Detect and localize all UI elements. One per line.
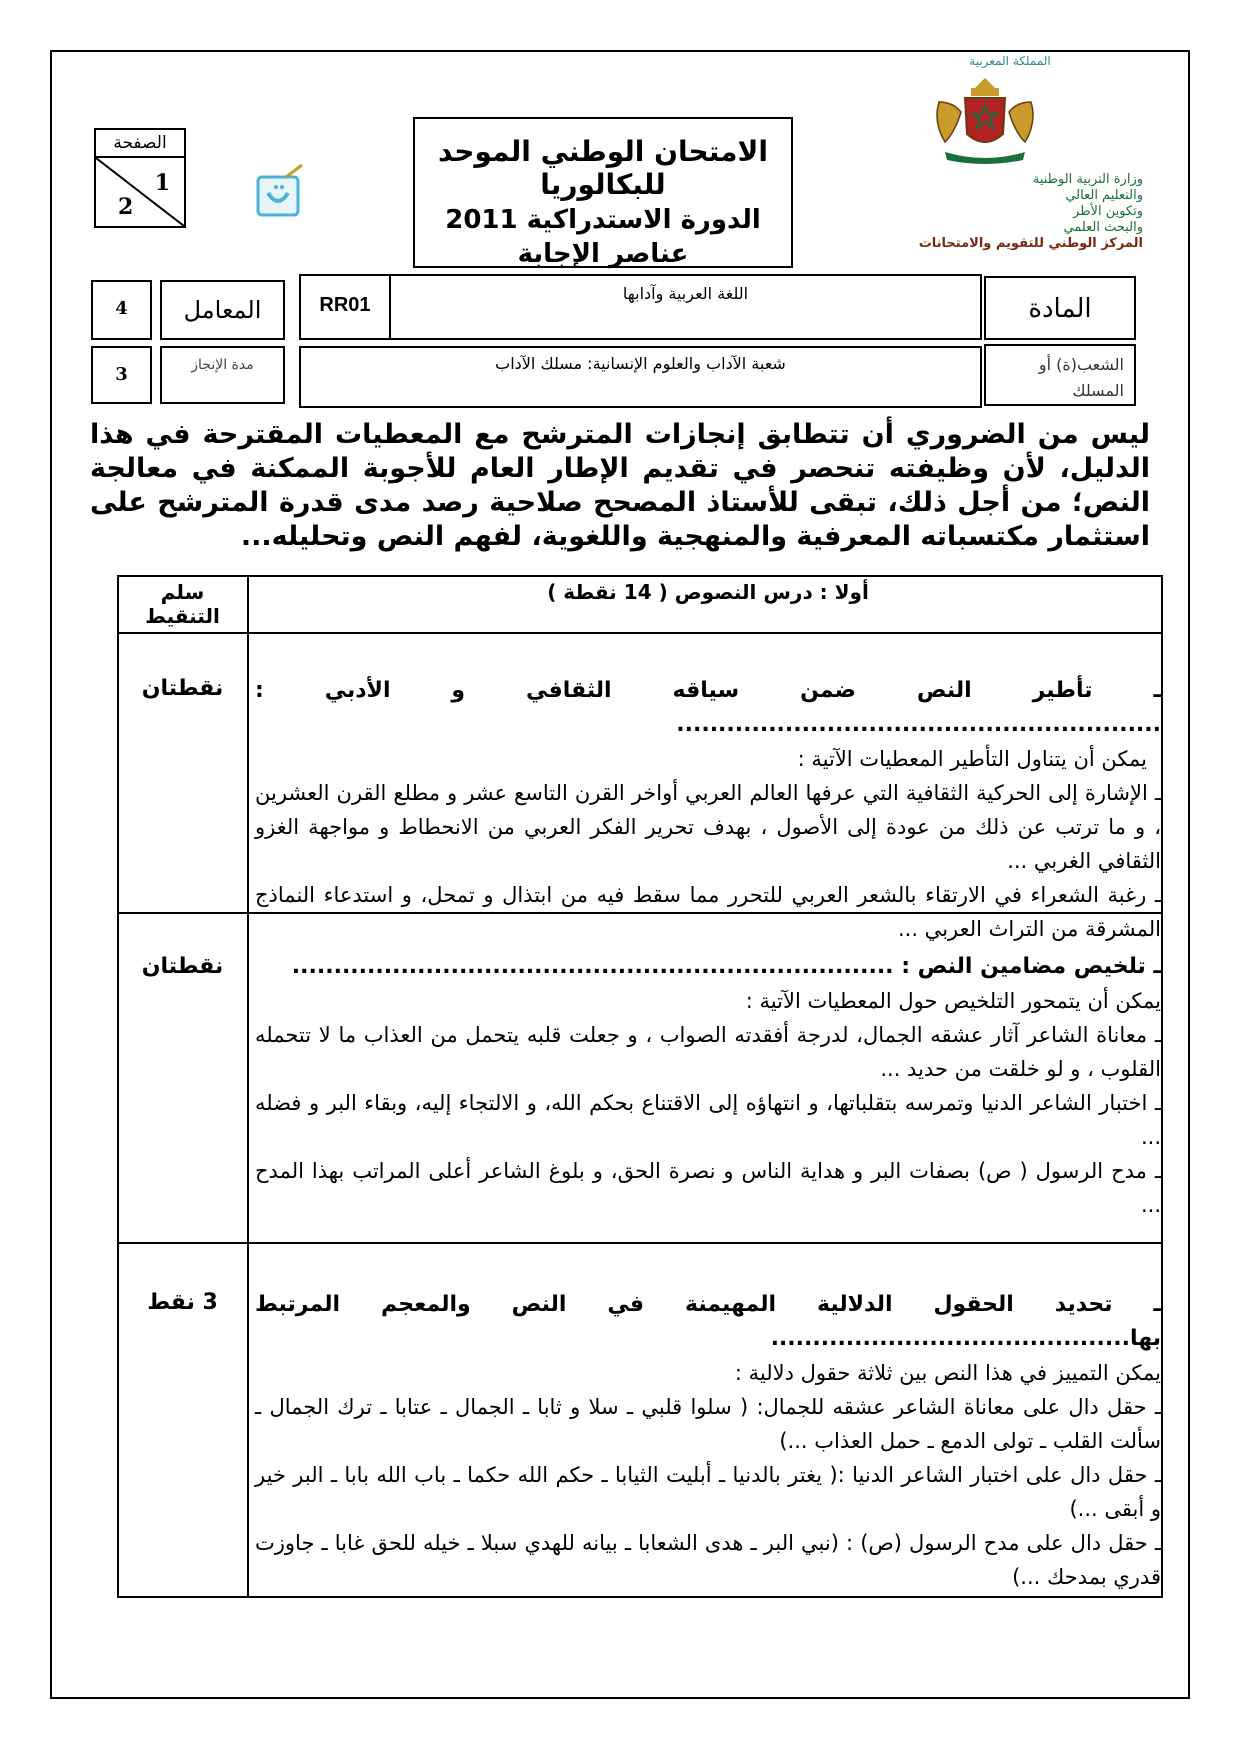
moroccan-emblem — [925, 72, 1045, 167]
section-heading: ـ تحديد الحقول الدلالية المهيمنة في النص والمعجم المرتبط بها........................................... — [255, 1292, 1161, 1351]
doc-type: عناصر الإجابة — [517, 239, 689, 269]
duration-label: مدة الإنجاز — [191, 357, 254, 373]
branch-label-cell — [984, 344, 1136, 406]
column-header-section: أولا : درس النصوص ( 14 نقطة ) — [547, 580, 869, 604]
section-heading: ـ تلخيص مضامين النص : ........................................................................ — [291, 954, 1161, 979]
section-line: ـ حقل دال على اختبار الشاعر الدنيا :( يغتر بالدنيا ـ أبليت الثيابا ـ حكم الله حكما ـ باب الله بابا ـ البر خير و أبقى ...) — [255, 1463, 1161, 1521]
branch-value: شعبة الآداب والعلوم الإنسانية: مسلك الآداب — [495, 354, 786, 373]
exam-title: الامتحان الوطني الموحد للبكالوريا — [438, 135, 768, 201]
section-line: يمكن التمييز في هذا النص بين ثلاثة حقول دلالية : — [734, 1361, 1161, 1385]
section-summary — [255, 950, 1161, 1222]
section-heading: ـ تأطير النص ضمن سياقه الثقافي و الأدبي : .......................................................... — [255, 678, 1161, 737]
table-border-right — [1161, 575, 1163, 1598]
page-total: 2 — [118, 194, 134, 220]
ministry-line: وتكوين الأطر — [1073, 204, 1143, 219]
table-header-divider — [117, 632, 1163, 634]
row-score: نقطتان — [141, 954, 224, 979]
page-number-box — [94, 128, 186, 228]
table-border-top — [117, 575, 1163, 577]
section-line: ـ الإشارة إلى الحركية الثقافية التي عرفها العالم العربي أواخر القرن التاسع عشر و مطلع القرن العشرين ، و ما ترتب عن ذلك من عودة إلى الأصول ، بهدف تحرير الفكر العربي من الانحطاط و مواجهة الغزو الثقافي الغربي ... — [255, 781, 1161, 873]
section-line: ـ اختبار الشاعر الدنيا وتمرسه بتقلباتها، و انتهاؤه إلى الاقتناع بحكم الله، و الالتجاء إليه، وبقاء البر و فضله ... — [255, 1091, 1161, 1149]
section-line: ـ حقل دال على مدح الرسول (ص) : (نبي البر ـ هدى الشعابا ـ بيانه للهدي سبلا ـ خيله للحق غابا ـ جاوزت قدري بمدحك ...) — [255, 1531, 1161, 1589]
section-line: يمكن أن يتمحور التلخيص حول المعطيات الآتية : — [745, 989, 1161, 1013]
page-label: الصفحة — [96, 130, 184, 158]
ministry-line: وزارة التربية الوطنية — [1032, 172, 1143, 187]
section-semantic-fields — [255, 1288, 1161, 1594]
section-line: ـ معاناة الشاعر آثار عشقه الجمال، لدرجة أفقدته الصواب ، و جعلت قلبه يتحمل من العذاب ما لا تتحمله القلوب ، و لو خلقت من حديد ... — [255, 1023, 1161, 1081]
row-score: 3 نقط — [147, 1290, 218, 1315]
exam-session: الدورة الاستدراكية 2011 — [445, 205, 761, 235]
subject-value: اللغة العربية وآدابها — [622, 284, 749, 303]
subject-value-cell — [391, 274, 982, 340]
column-header-scale: سلم التنقيط — [145, 580, 220, 628]
table-column-divider — [247, 575, 249, 1598]
ministry-block — [868, 172, 1143, 252]
center-logo-icon — [252, 163, 312, 223]
section-line: يمكن أن يتناول التأطير المعطيات الآتية : — [797, 747, 1147, 771]
page-diagonal — [96, 158, 184, 226]
section-framing — [255, 674, 1161, 946]
coefficient-label-cell — [160, 280, 285, 340]
section-line: ـ مدح الرسول ( ص) بصفات البر و هداية الناس و نصرة الحق، و بلوغ الشاعر أعلى المراتب بهذا المدح ... — [255, 1159, 1161, 1217]
table-border-left — [117, 575, 119, 1598]
coefficient-label: المعامل — [183, 296, 262, 324]
ministry-line: والبحث العلمي — [1063, 220, 1143, 235]
branch-label: الشعب(ة) أو المسلك — [1038, 355, 1124, 400]
section-line: ـ حقل دال على معاناة الشاعر عشقه للجمال: ( سلوا قلبي ـ سلا و ثابا ـ الجمال ـ عتابا ـ ترك الجمال ـ سألت القلب ـ تولى الدمع ـ حمل العذاب ...) — [255, 1395, 1161, 1453]
table-border-bottom — [117, 1596, 1163, 1598]
coefficient-value-cell — [91, 280, 152, 340]
subject-label: المادة — [1028, 294, 1092, 324]
kingdom-label: المملكة المغربية — [969, 54, 1051, 68]
page-current: 1 — [154, 170, 170, 196]
row-score: نقطتان — [141, 676, 224, 701]
table-row-divider — [117, 1242, 1163, 1244]
intro-paragraph: ليس من الضروري أن تتطابق إنجازات المترشح مع المعطيات المقترحة في هذا الدليل، لأن وظيفته تنحصر في تقديم الإطار العام للأجوبة الممكنة في معالجة النص؛ من أجل ذلك، تبقى للأستاذ المصحح صلاحية رصد مدى قدرة المترشح على استثمار مكتسباته المعرفية والمنهجية واللغوية، لفهم النص وتحليله... — [90, 419, 1150, 552]
ministry-line: والتعليم العالي — [1065, 188, 1143, 203]
code-cell — [299, 274, 391, 340]
coefficient-value: 4 — [115, 298, 128, 319]
evaluation-center: المركز الوطني للتقويم والامتحانات — [918, 236, 1143, 251]
duration-value: 3 — [115, 364, 128, 385]
section-line: ـ رغبة الشعراء في الارتقاء بالشعر العربي للتحرر مما سقط فيه من ابتذال و تمحل، و استدعاء النماذج المشرقة من التراث العربي ... — [255, 883, 1161, 941]
subject-label-cell — [984, 276, 1136, 340]
branch-value-cell — [299, 346, 982, 408]
duration-value-cell — [91, 346, 152, 404]
duration-label-cell — [160, 346, 285, 404]
exam-title-box — [413, 117, 793, 268]
exam-code: RR01 — [319, 294, 371, 316]
